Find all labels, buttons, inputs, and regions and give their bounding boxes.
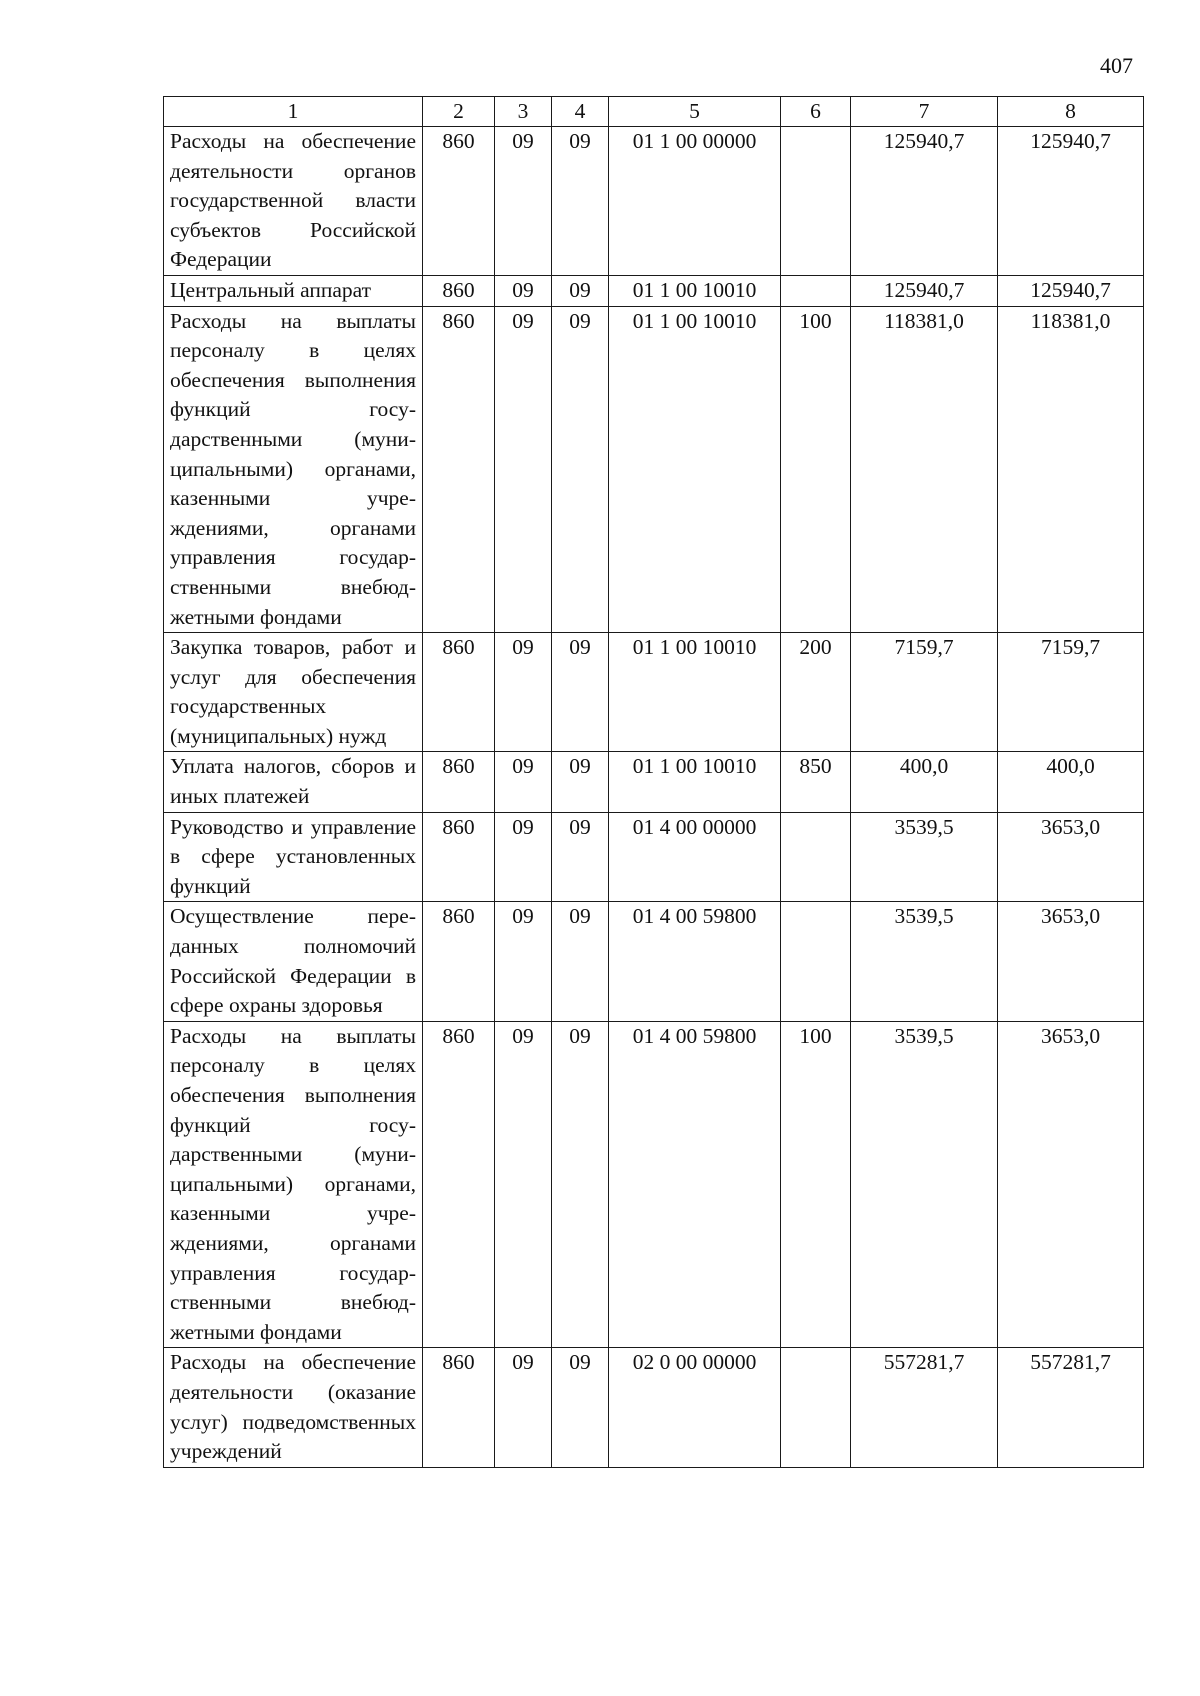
amount-year-2: 7159,7 — [998, 633, 1144, 752]
page-number: 407 — [1100, 53, 1133, 78]
header-col-7: 7 — [851, 97, 998, 127]
section-code: 09 — [495, 902, 552, 1021]
subsection-code: 09 — [552, 127, 609, 276]
amount-year-1: 3539,5 — [851, 1021, 998, 1348]
target-article-code: 01 1 00 10010 — [609, 633, 781, 752]
target-article-code: 01 1 00 10010 — [609, 752, 781, 812]
target-article-code: 01 4 00 59800 — [609, 902, 781, 1021]
amount-year-1: 7159,7 — [851, 633, 998, 752]
section-code: 09 — [495, 812, 552, 902]
budget-table — [163, 96, 1144, 1468]
amount-year-1: 125940,7 — [851, 127, 998, 276]
header-col-8: 8 — [998, 97, 1144, 127]
ministry-code: 860 — [423, 306, 495, 633]
section-code: 09 — [495, 1348, 552, 1467]
expense-type-code: 200 — [781, 633, 851, 752]
section-code: 09 — [495, 275, 552, 306]
ministry-code: 860 — [423, 752, 495, 812]
section-code: 09 — [495, 127, 552, 276]
expense-type-code — [781, 1348, 851, 1467]
target-article-code: 02 0 00 00000 — [609, 1348, 781, 1467]
amount-year-2: 3653,0 — [998, 812, 1144, 902]
row-name: Руководство и управление в сфере установленных функций — [164, 812, 423, 902]
expense-type-code: 100 — [781, 306, 851, 633]
section-code: 09 — [495, 306, 552, 633]
amount-year-2: 118381,0 — [998, 306, 1144, 633]
subsection-code: 09 — [552, 902, 609, 1021]
row-name: Расходы на обеспечение деятельности органов государственной власти субъектов Российской Федерации — [164, 127, 423, 276]
ministry-code: 860 — [423, 1021, 495, 1348]
target-article-code: 01 1 00 10010 — [609, 306, 781, 633]
ministry-code: 860 — [423, 275, 495, 306]
ministry-code: 860 — [423, 902, 495, 1021]
amount-year-1: 557281,7 — [851, 1348, 998, 1467]
expense-type-code — [781, 812, 851, 902]
amount-year-1: 3539,5 — [851, 812, 998, 902]
target-article-code: 01 1 00 10010 — [609, 275, 781, 306]
target-article-code: 01 4 00 59800 — [609, 1021, 781, 1348]
row-name: Закупка товаров, работ и услуг для обеспечения государственных (муниципальных) нужд — [164, 633, 423, 752]
expense-type-code: 100 — [781, 1021, 851, 1348]
subsection-code: 09 — [552, 633, 609, 752]
target-article-code: 01 1 00 00000 — [609, 127, 781, 276]
amount-year-2: 400,0 — [998, 752, 1144, 812]
expense-type-code — [781, 127, 851, 276]
amount-year-2: 3653,0 — [998, 1021, 1144, 1348]
header-col-6: 6 — [781, 97, 851, 127]
row-name: Расходы на выплаты персоналу в целях обеспечения выполнения функций государственными (муниципальными) органами, казенными учреждениями, органами управления государственными внебюджетными фондами — [164, 306, 423, 633]
subsection-code: 09 — [552, 1348, 609, 1467]
subsection-code: 09 — [552, 1021, 609, 1348]
section-code: 09 — [495, 752, 552, 812]
amount-year-2: 557281,7 — [998, 1348, 1144, 1467]
header-col-2: 2 — [423, 97, 495, 127]
row-name: Расходы на выплаты персоналу в целях обеспечения выполнения функций государственными (муниципальными) органами, казенными учреждениями, органами управления государственными внебюджетными фондами — [164, 1021, 423, 1348]
table-row — [164, 633, 1144, 752]
subsection-code: 09 — [552, 752, 609, 812]
ministry-code: 860 — [423, 812, 495, 902]
header-col-1: 1 — [164, 97, 423, 127]
row-name: Центральный аппарат — [164, 275, 423, 306]
amount-year-2: 3653,0 — [998, 902, 1144, 1021]
amount-year-1: 3539,5 — [851, 902, 998, 1021]
ministry-code: 860 — [423, 633, 495, 752]
amount-year-2: 125940,7 — [998, 127, 1144, 276]
header-col-5: 5 — [609, 97, 781, 127]
table-row — [164, 306, 1144, 633]
table-row — [164, 1348, 1144, 1467]
ministry-code: 860 — [423, 127, 495, 276]
row-name: Осуществление переданных полномочий Российской Федерации в сфере охраны здоровья — [164, 902, 423, 1021]
header-col-3: 3 — [495, 97, 552, 127]
subsection-code: 09 — [552, 306, 609, 633]
amount-year-1: 400,0 — [851, 752, 998, 812]
table-row — [164, 1021, 1144, 1348]
table-row — [164, 127, 1144, 276]
target-article-code: 01 4 00 00000 — [609, 812, 781, 902]
table-row — [164, 752, 1144, 812]
expense-type-code: 850 — [781, 752, 851, 812]
amount-year-1: 118381,0 — [851, 306, 998, 633]
expense-type-code — [781, 902, 851, 1021]
subsection-code: 09 — [552, 812, 609, 902]
subsection-code: 09 — [552, 275, 609, 306]
section-code: 09 — [495, 1021, 552, 1348]
table-row — [164, 812, 1144, 902]
table-row — [164, 902, 1144, 1021]
section-code: 09 — [495, 633, 552, 752]
header-col-4: 4 — [552, 97, 609, 127]
row-name: Расходы на обеспечение деятельности (оказание услуг) подведомственных учреждений — [164, 1348, 423, 1467]
row-name: Уплата налогов, сборов и иных платежей — [164, 752, 423, 812]
table-row — [164, 275, 1144, 306]
amount-year-2: 125940,7 — [998, 275, 1144, 306]
ministry-code: 860 — [423, 1348, 495, 1467]
amount-year-1: 125940,7 — [851, 275, 998, 306]
header-row — [164, 97, 1144, 127]
expense-type-code — [781, 275, 851, 306]
